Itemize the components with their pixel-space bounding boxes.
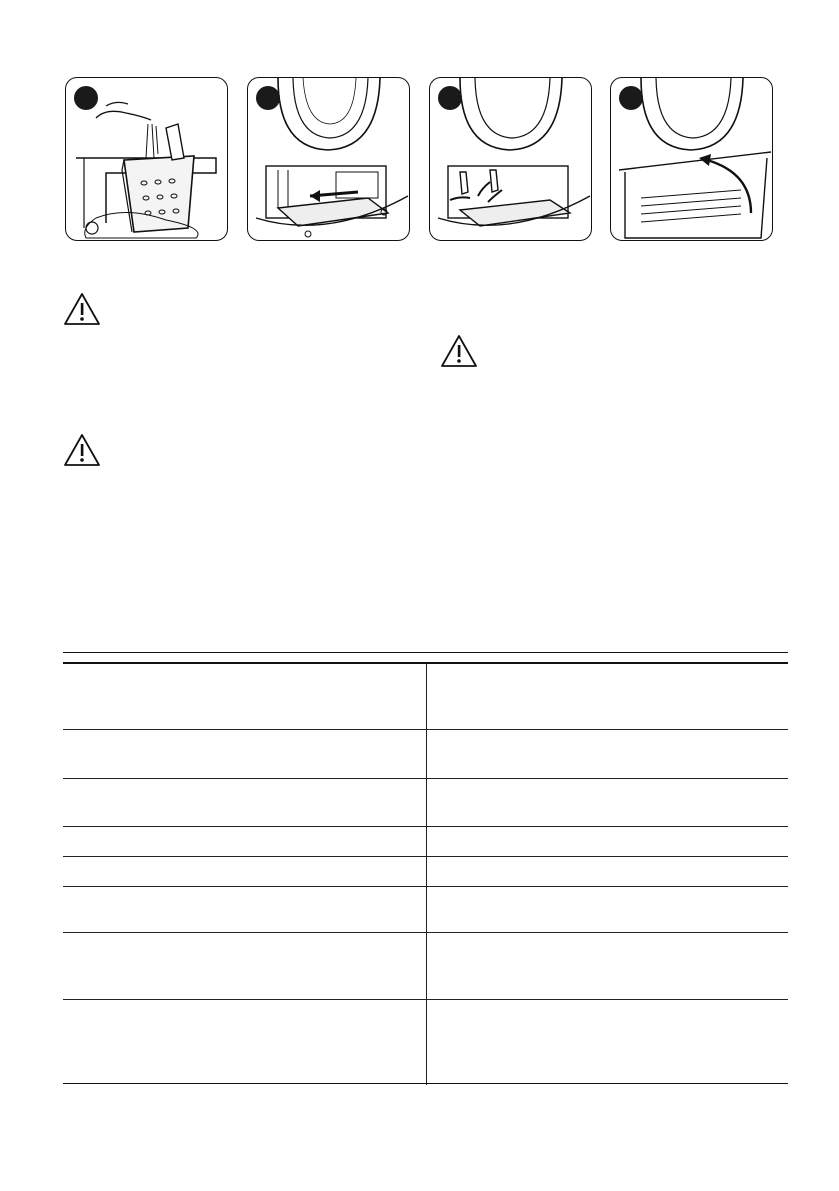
table-cell-solution bbox=[425, 730, 788, 778]
table-cell-problem bbox=[63, 1000, 425, 1083]
table-cell-problem bbox=[63, 933, 425, 999]
step-number-badge bbox=[438, 86, 462, 110]
table-cell-solution bbox=[425, 933, 788, 999]
header-cell-solution bbox=[425, 664, 788, 729]
table-cell-solution bbox=[425, 1000, 788, 1083]
table-column-divider bbox=[426, 664, 427, 1085]
warning-triangle-icon bbox=[62, 291, 102, 327]
table-cell-problem bbox=[63, 857, 425, 886]
section-rule bbox=[63, 652, 788, 653]
table-cell-solution bbox=[425, 779, 788, 826]
table-cell-solution bbox=[425, 827, 788, 856]
warning-triangle-icon bbox=[62, 432, 102, 468]
table-cell-problem bbox=[63, 779, 425, 826]
step-number-badge bbox=[74, 86, 98, 110]
step-3-illustration bbox=[429, 77, 592, 241]
step-number-badge bbox=[619, 86, 643, 110]
table-cell-problem bbox=[63, 887, 425, 932]
step-number-badge bbox=[256, 86, 280, 110]
step-4-illustration bbox=[610, 77, 773, 241]
step-2-illustration bbox=[247, 77, 410, 241]
header-cell-problem bbox=[63, 664, 425, 729]
table-cell-solution bbox=[425, 857, 788, 886]
table-cell-problem bbox=[63, 827, 425, 856]
warning-triangle-icon bbox=[439, 333, 479, 369]
table-cell-solution bbox=[425, 887, 788, 932]
table-cell-problem bbox=[63, 730, 425, 778]
step-1-illustration bbox=[65, 77, 228, 241]
